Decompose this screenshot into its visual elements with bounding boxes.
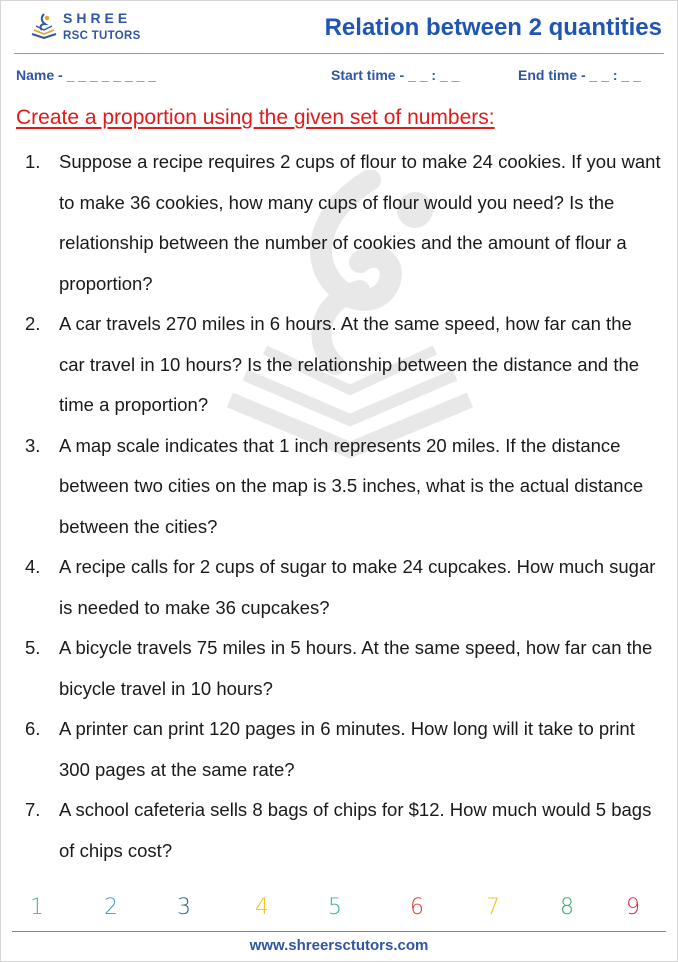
question-number: 1.	[25, 151, 41, 172]
logo-icon	[30, 12, 58, 42]
question-number: 5.	[25, 637, 41, 658]
question-item	[22, 628, 662, 709]
question-text: A printer can print 120 pages in 6 minutes. How long will it take to print 300 pages at the same rate?	[59, 718, 635, 780]
digit-2: 2	[104, 895, 118, 920]
brand-subtitle: RSC TUTORS	[63, 30, 141, 42]
question-item	[22, 547, 662, 628]
meta-row	[0, 67, 678, 87]
question-list	[22, 142, 662, 871]
question-number: 7.	[25, 799, 41, 820]
instruction-heading: Create a proportion using the given set of numbers:	[16, 106, 495, 129]
question-item	[22, 709, 662, 790]
digit-6: 6	[410, 895, 424, 920]
digit-9: 9	[626, 895, 640, 920]
footer-divider	[12, 931, 666, 932]
worksheet-title: Relation between 2 quantities	[324, 14, 662, 41]
digit-1: 1	[30, 895, 44, 920]
brand-logo	[30, 8, 150, 48]
digit-5: 5	[328, 895, 342, 920]
decorative-digits	[0, 895, 678, 925]
end-time-field[interactable]: End time - _ _ : _ _	[518, 67, 641, 83]
question-number: 4.	[25, 556, 41, 577]
start-time-field[interactable]: Start time - _ _ : _ _	[331, 67, 460, 83]
brand-name: SHREE	[63, 10, 132, 26]
name-field[interactable]: Name - _ _ _ _ _ _ _ _	[16, 67, 157, 83]
question-item	[22, 790, 662, 871]
header-divider	[14, 53, 664, 54]
question-item	[22, 142, 662, 304]
question-text: A recipe calls for 2 cups of sugar to make 24 cupcakes. How much sugar is needed to make 36 cupcakes?	[59, 556, 656, 618]
question-text: A school cafeteria sells 8 bags of chips for $12. How much would 5 bags of chips cost?	[59, 799, 652, 861]
footer-website-link[interactable]: www.shreersctutors.com	[249, 937, 429, 954]
question-text: A map scale indicates that 1 inch represents 20 miles. If the distance between two cities on the map is 3.5 inches, what is the actual distance between the cities?	[59, 434, 644, 537]
question-text: A bicycle travels 75 miles in 5 hours. At the same speed, how far can the bicycle travel in 10 hours?	[59, 637, 653, 699]
question-item	[22, 426, 662, 548]
digit-3: 3	[177, 895, 191, 920]
question-text: A car travels 270 miles in 6 hours. At the same speed, how far can the car travel in 10 hours? Is the relationship between the distance and the time a proportion?	[59, 313, 640, 415]
digit-8: 8	[560, 895, 574, 920]
question-text: Suppose a recipe requires 2 cups of flour to make 24 cookies. If you want to make 36 cookies, how many cups of flour would you need? Is the relationship between the number of cookies and the amount of flour a proportion?	[59, 151, 661, 294]
question-item	[22, 304, 662, 426]
question-number: 2.	[25, 313, 41, 334]
digit-4: 4	[255, 895, 269, 920]
question-number: 6.	[25, 718, 41, 739]
digit-7: 7	[486, 895, 500, 920]
question-number: 3.	[25, 434, 41, 456]
